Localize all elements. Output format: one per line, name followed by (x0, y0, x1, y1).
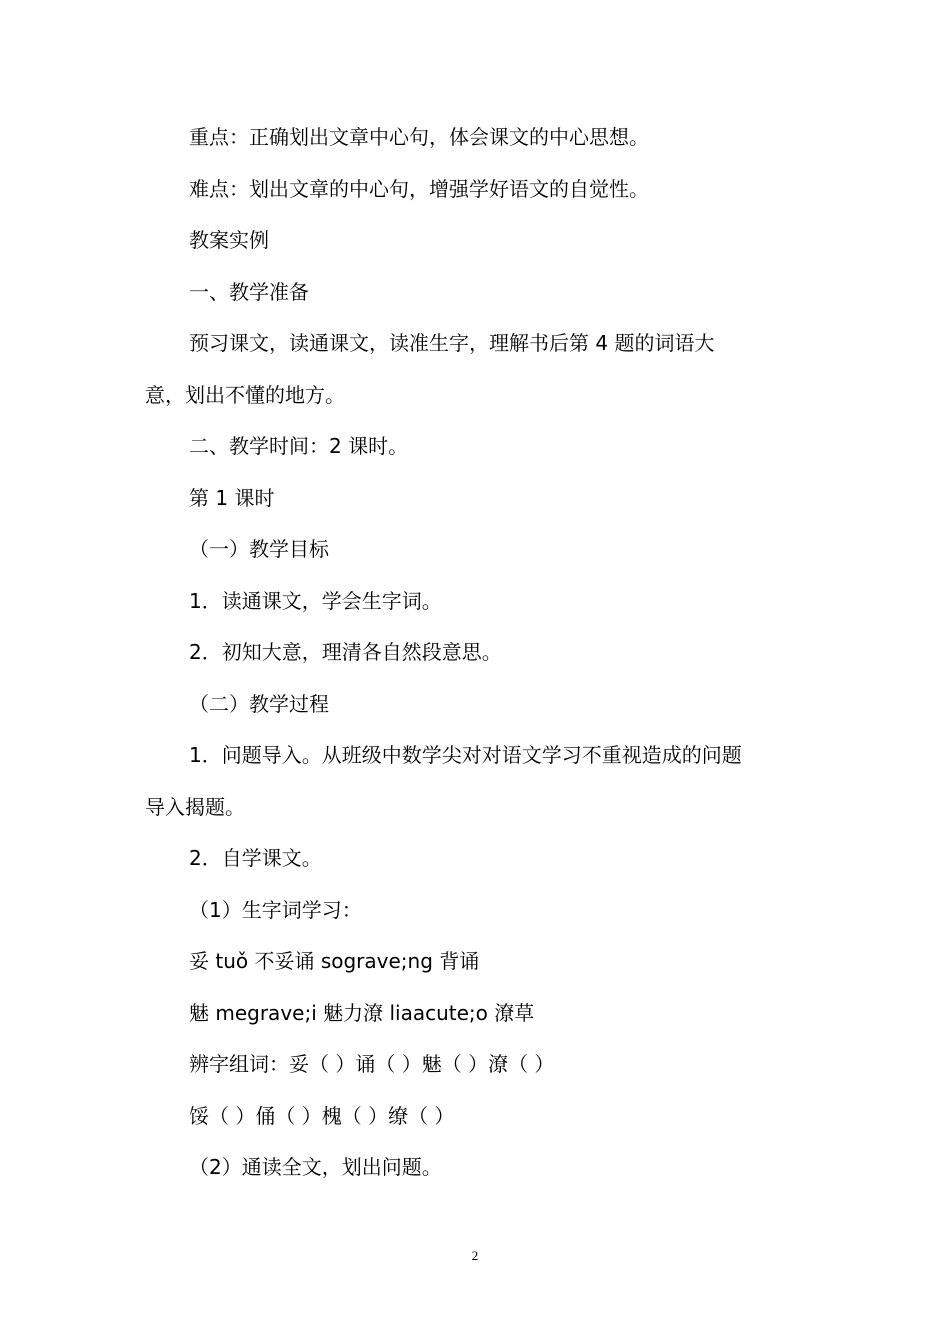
text-line: 导入揭题。 (145, 794, 245, 819)
text-line: 难点：划出文章的中心句，增强学好语文的自觉性。 (189, 176, 649, 201)
text-line: 妥 tuǒ 不妥诵 sograve;ng 背诵 (189, 949, 480, 973)
text-line: （2）通读全文，划出问题。 (189, 1155, 442, 1179)
text-line: 教案实例 (189, 228, 269, 252)
text-line: （二）教学过程 (189, 691, 329, 716)
text-line: 第 1 课时 (189, 485, 275, 510)
text-line: 2．自学课文。 (189, 846, 322, 870)
text-line: 辨字组词：妥（ ）诵（ ）魅（ ）潦（ ） (189, 1052, 555, 1076)
page-number: 2 (471, 1248, 479, 1263)
text-line: 一、教学准备 (189, 279, 309, 304)
text-line: 魅 megrave;i 魅力潦 liaacute;o 潦草 (189, 1000, 535, 1025)
text-line: 1．读通课文，学会生字词。 (189, 588, 442, 613)
text-line: （1）生字词学习： (189, 897, 362, 922)
text-line: 馁（ ）俑（ ）槐（ ）缭（ ） (189, 1103, 455, 1128)
text-line: 预习课文，读通课文，读准生字，理解书后第 4 题的词语大 (189, 331, 715, 355)
document-body (145, 112, 825, 1194)
text-line: 2．初知大意，理清各自然段意思。 (189, 640, 502, 664)
text-line: 1．问题导入。从班级中数学尖对对语文学习不重视造成的问题 (189, 743, 742, 767)
text-line: 二、教学时间：2 课时。 (189, 434, 409, 458)
text-line: （一）教学目标 (189, 537, 329, 561)
text-line: 意，划出不懂的地方。 (145, 382, 345, 407)
text-line: 重点：正确划出文章中心句，体会课文的中心思想。 (189, 125, 649, 149)
